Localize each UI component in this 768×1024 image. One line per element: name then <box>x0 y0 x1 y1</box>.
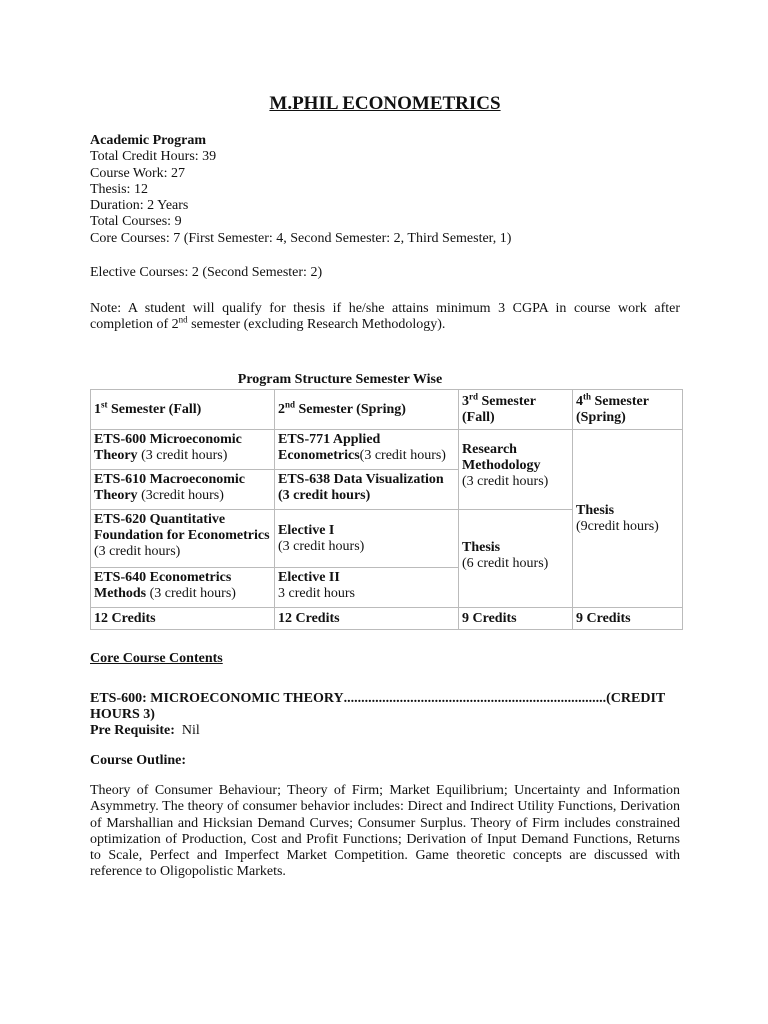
total-sem4: 9 Credits <box>573 608 683 630</box>
course-cell-thesis-sem4: Thesis (9credit hours) <box>573 430 683 608</box>
course-outline-heading: Course Outline: <box>90 753 187 768</box>
program-line-thesis: Thesis: 12 <box>90 181 148 197</box>
program-line-total-courses: Total Courses: 9 <box>90 214 182 230</box>
program-line-core-courses: Core Courses: 7 (First Semester: 4, Second Semester: 2, Third Semester, 1) <box>90 230 512 246</box>
header-sem1: 1st Semester (Fall) <box>91 390 275 430</box>
course-cell-ets620: ETS-620 Quantitative Foundation for Econometrics (3 credit hours) <box>91 510 275 568</box>
course-title-line: ETS-600: MICROECONOMIC THEORY...........................................................................(CREDIT HOURS 3) <box>90 691 665 723</box>
total-sem1: 12 Credits <box>91 608 275 630</box>
course-cell-research-methodology: Research Methodology (3 credit hours) <box>459 430 573 510</box>
header-sem4: 4th Semester (Spring) <box>573 390 683 430</box>
program-line-duration: Duration: 2 Years <box>90 198 189 214</box>
course-outline-text: Theory of Consumer Behaviour; Theory of Firm; Market Equilibrium; Uncertainty and Information Asymmetry. The theory of consumer behavior includes: Direct and Indirect Utility Functions, Derivation of Marshallian and Hicksian Demand Curves; Consumer Surplus. Theory of Firm includes constrained optimization of Production, Cost and Profit Functions; Derivation of Input Demand Functions, Returns to Scale, Perfect and Imperfect Market Competition. Game theoretic concepts are discussed with reference to Oligopolistic Markets. <box>90 783 680 880</box>
program-structure-table <box>90 389 683 630</box>
academic-program-heading: Academic Program <box>90 133 206 148</box>
program-line-credit-hours: Total Credit Hours: 39 <box>90 149 217 165</box>
course-cell-ets640: ETS-640 Econometrics Methods (3 credit hours) <box>91 568 275 608</box>
table-totals-row <box>91 608 683 630</box>
course-cell-ets600: ETS-600 Microeconomic Theory (3 credit hours) <box>91 430 275 470</box>
course-cell-elective1: Elective I (3 credit hours) <box>275 510 459 568</box>
page-title: M.PHIL ECONOMETRICS <box>269 93 501 114</box>
total-sem3: 9 Credits <box>459 608 573 630</box>
course-cell-ets638: ETS-638 Data Visualization (3 credit hours) <box>275 470 459 510</box>
prerequisite-line: Pre Requisite: Nil <box>90 723 200 738</box>
header-sem2: 2nd Semester (Spring) <box>275 390 459 430</box>
course-cell-elective2: Elective II 3 credit hours <box>275 568 459 608</box>
total-sem2: 12 Credits <box>275 608 459 630</box>
table-header-row <box>91 390 683 430</box>
program-line-course-work: Course Work: 27 <box>90 165 186 181</box>
table-row <box>91 430 683 470</box>
header-sem3: 3rd Semester (Fall) <box>459 390 573 430</box>
core-course-contents-heading: Core Course Contents <box>90 651 223 666</box>
elective-courses-line: Elective Courses: 2 (Second Semester: 2) <box>90 265 323 280</box>
course-cell-ets771: ETS-771 Applied Econometrics(3 credit hours) <box>275 430 459 470</box>
course-cell-ets610: ETS-610 Macroeconomic Theory (3credit hours) <box>91 470 275 510</box>
course-cell-thesis-sem3: Thesis (6 credit hours) <box>459 510 573 608</box>
table-caption: Program Structure Semester Wise <box>237 372 443 387</box>
academic-program-section <box>90 133 680 247</box>
qualification-note: Note: A student will qualify for thesis if he/she attains minimum 3 CGPA in course work after completion of 2nd semester (excluding Research Methodology). <box>90 301 680 333</box>
